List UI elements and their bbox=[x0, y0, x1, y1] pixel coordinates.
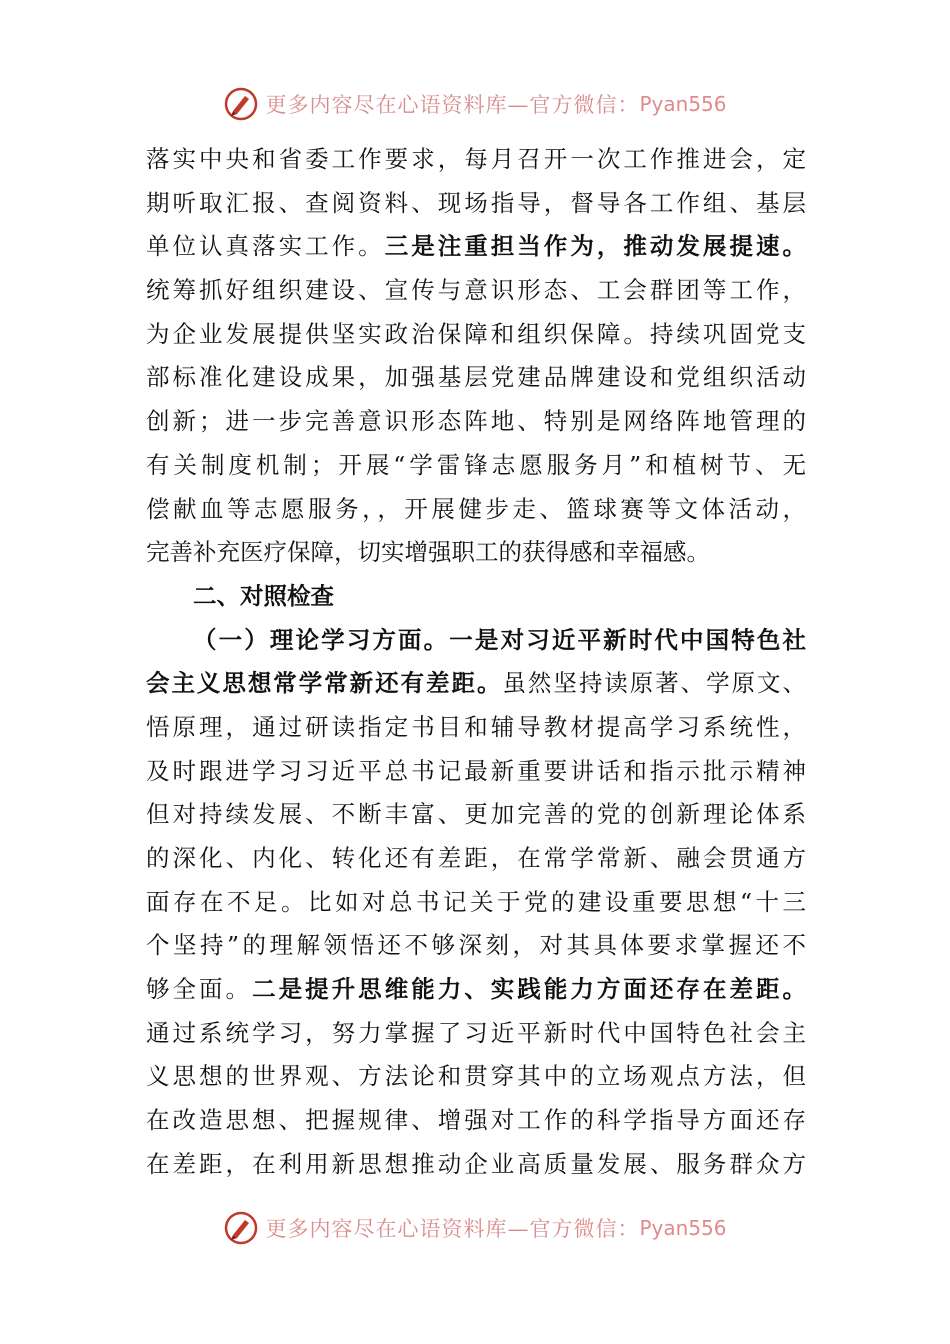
text-line bbox=[146, 793, 806, 837]
text-line bbox=[146, 1055, 806, 1099]
text-line bbox=[146, 1143, 806, 1187]
text-segment: 通过系统学习，努力掌握了习近平新时代中国特色社会主 bbox=[146, 1018, 806, 1047]
text-line bbox=[146, 531, 806, 575]
bold-text-segment: 二是提升思维能力、实践能力方面还存在差距。 bbox=[252, 975, 806, 1004]
watermark-wechat-id: Pyan556 bbox=[639, 1216, 727, 1240]
text-segment: 在改造思想、把握规律、增强对工作的科学指导方面还存 bbox=[146, 1106, 806, 1135]
bold-text-segment: 三是注重担当作为，推动发展提速。 bbox=[384, 232, 806, 261]
text-segment: 及时跟进学习习近平总书记最新重要讲话和指示批示精神 bbox=[146, 756, 806, 785]
text-line bbox=[146, 488, 806, 532]
text-line bbox=[146, 706, 806, 750]
text-segment: 单位认真落实工作。 bbox=[146, 232, 385, 261]
text-line bbox=[146, 619, 806, 663]
text-line bbox=[146, 313, 806, 357]
watermark-footer bbox=[0, 1208, 950, 1248]
text-line bbox=[146, 269, 806, 313]
watermark-header bbox=[0, 84, 950, 124]
pen-logo-icon bbox=[223, 86, 259, 122]
watermark-text: 更多内容尽在心语资料库—官方微信： bbox=[265, 1217, 640, 1241]
text-line bbox=[146, 1012, 806, 1056]
text-line bbox=[146, 356, 806, 400]
text-segment: 的深化、内化、转化还有差距，在常学常新、融会贯通方 bbox=[146, 844, 806, 872]
bold-text-segment: 二、对照检查 bbox=[193, 581, 334, 610]
text-segment: 创新；进一步完善意识形态阵地、特别是网络阵地管理的 bbox=[146, 407, 806, 436]
text-segment: 义思想的世界观、方法论和贯穿其中的立场观点方法，但 bbox=[146, 1062, 806, 1091]
text-segment: 部标准化建设成果，加强基层党建品牌建设和党组织活动 bbox=[146, 363, 806, 392]
text-segment: 统筹抓好组织建设、宣传与意识形态、工会群团等工作， bbox=[146, 276, 806, 305]
text-line bbox=[146, 138, 806, 182]
text-segment: 个坚持”的理解领悟还不够深刻，对其具体要求掌握还不 bbox=[146, 931, 806, 960]
document-body bbox=[146, 138, 806, 1187]
text-segment: 在差距，在利用新思想推动企业高质量发展、服务群众方 bbox=[146, 1149, 806, 1178]
text-line bbox=[146, 881, 806, 925]
bold-text-segment: （一）理论学习方面。一是对习近平新时代中国特色社 bbox=[193, 625, 806, 654]
text-line bbox=[146, 968, 806, 1012]
text-segment: 有关制度机制；开展“学雷锋志愿服务月”和植树节、无 bbox=[146, 450, 806, 479]
text-line bbox=[146, 837, 806, 881]
text-segment: 悟原理，通过研读指定书目和辅导教材提高学习系统性， bbox=[146, 712, 806, 741]
text-line bbox=[146, 444, 806, 488]
text-segment: 面存在不足。比如对总书记关于党的建设重要思想“十三 bbox=[146, 887, 806, 916]
text-line bbox=[146, 924, 806, 968]
text-line bbox=[146, 575, 806, 619]
text-line bbox=[146, 1099, 806, 1143]
text-segment: 期听取汇报、查阅资料、现场指导，督导各工作组、基层 bbox=[146, 188, 806, 217]
text-line bbox=[146, 750, 806, 794]
pen-logo-icon bbox=[223, 1210, 259, 1246]
text-segment: 落实中央和省委工作要求，每月召开一次工作推进会，定 bbox=[146, 145, 806, 173]
text-segment: 为企业发展提供坚实政治保障和组织保障。持续巩固党支 bbox=[146, 319, 806, 348]
watermark-text: 更多内容尽在心语资料库—官方微信： bbox=[265, 93, 640, 117]
text-segment: 虽然坚持读原著、学原文、 bbox=[502, 669, 806, 698]
text-line bbox=[146, 182, 806, 226]
text-segment: 偿献血等志愿服务，，开展健步走、篮球赛等文体活动， bbox=[146, 494, 806, 523]
text-line bbox=[146, 400, 806, 444]
bold-text-segment: 会主义思想常学常新还有差距。 bbox=[146, 669, 503, 698]
text-line bbox=[146, 225, 806, 269]
text-segment: 完善补充医疗保障，切实增强职工的获得感和幸福感。 bbox=[146, 538, 710, 567]
text-segment: 够全面。 bbox=[146, 975, 253, 1004]
text-line bbox=[146, 662, 806, 706]
watermark-wechat-id: Pyan556 bbox=[639, 92, 727, 116]
text-segment: 但对持续发展、不断丰富、更加完善的党的创新理论体系 bbox=[146, 800, 806, 829]
